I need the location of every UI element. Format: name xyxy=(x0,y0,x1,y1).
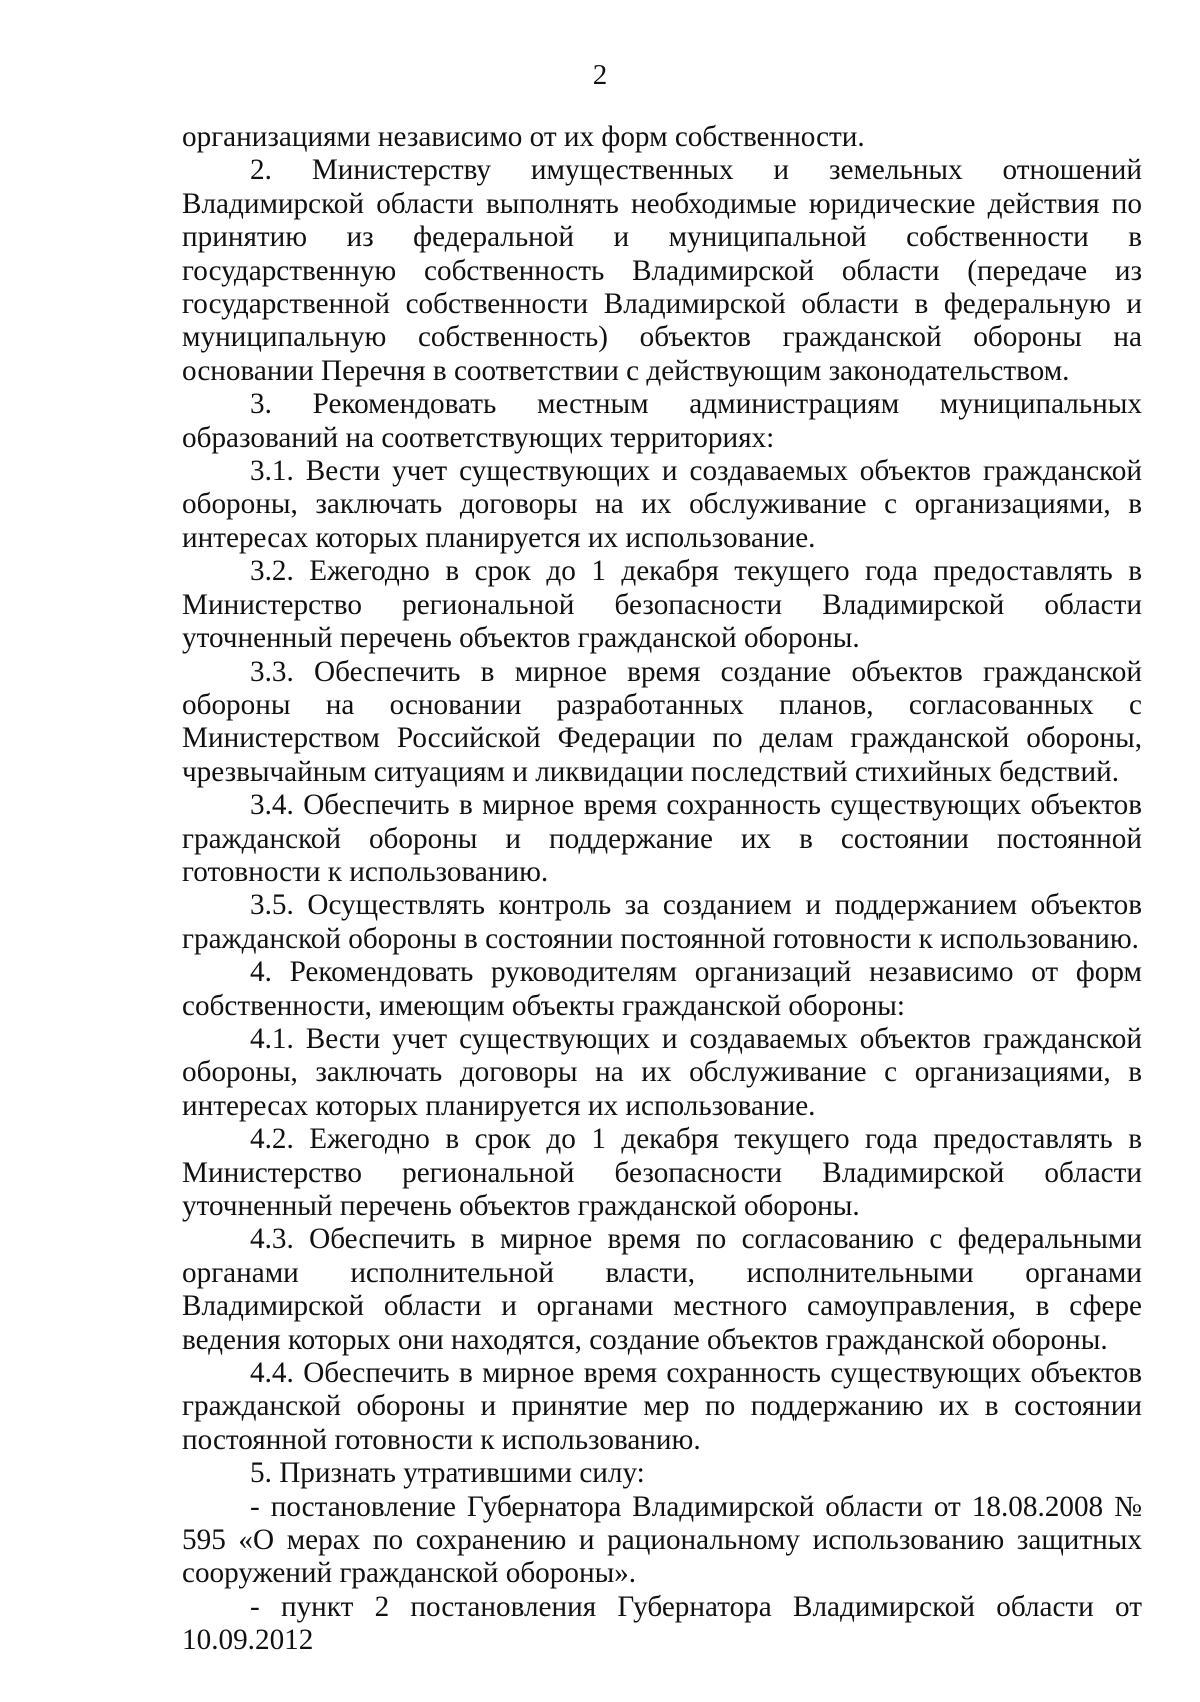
paragraph-item-5: 5. Признать утратившими силу: xyxy=(250,1457,645,1490)
paragraph-item-4-4: 4.4. Обеспечить в мирное время сохранность существующих объектов гражданской обороны и принятие мер по поддержанию их в состоянии постоянной готовности к использованию. xyxy=(182,1357,1142,1456)
page-number: 2 xyxy=(592,59,608,91)
paragraph-item-4-1: 4.1. Вести учет существующих и создаваемых объектов гражданской обороны, заключать договоры на их обслуживание с организациями, в интересах которых планируется их использование. xyxy=(182,1022,1142,1122)
paragraph-item-3-4: 3.4. Обеспечить в мирное время сохранность существующих объектов гражданской обороны и поддержание их в состоянии постоянной готовности к использованию. xyxy=(182,789,1142,888)
paragraph-item-3-5: 3.5. Осуществлять контроль за созданием и поддержанием объектов гражданской обороны в состоянии постоянной готовности к использованию. xyxy=(182,889,1142,955)
paragraph-item-3-2: 3.2. Ежегодно в срок до 1 декабря текущего года предоставлять в Министерство региональной безопасности Владимирской области уточненный перечень объектов гражданской обороны. xyxy=(182,555,1142,655)
paragraph-item-3-3: 3.3. Обеспечить в мирное время создание объектов гражданской обороны на основании разработанных планов, согласованных с Министерством Российской Федерации по делам гражданской обороны, чрезвычайным ситуациям и ликвидации последствий стихийных бедствий. xyxy=(182,655,1142,788)
paragraph-repealed-decree-2: - пункт 2 постановления Губернатора Владимирской области от 10.09.2012 xyxy=(182,1590,1142,1657)
paragraph-item-4-2: 4.2. Ежегодно в срок до 1 декабря текущего года предоставлять в Министерство региональной безопасности Владимирской области уточненный перечень объектов гражданской обороны. xyxy=(182,1123,1142,1222)
paragraph-item-2: 2. Министерству имущественных и земельных отношений Владимирской области выполнять необходимые юридические действия по принятию из федеральной и муниципальной собственности в государственную собственность Владимирской области (передаче из государственной собственности Владимирской области в федеральную и муниципальную собственность) объектов гражданской обороны на основании Перечня в соответствии с действующим законодательством. xyxy=(182,154,1142,387)
paragraph-item-3: 3. Рекомендовать местным администрациям муниципальных образований на соответствующих территориях: xyxy=(182,388,1142,454)
paragraph-item-4: 4. Рекомендовать руководителям организаций независимо от форм собственности, имеющим объекты гражданской обороны: xyxy=(182,956,1142,1022)
paragraph-repealed-decree-1: - постановление Губернатора Владимирской области от 18.08.2008 № 595 «О мерах по сохранению и рациональному использованию защитных сооружений гражданской обороны». xyxy=(182,1490,1142,1590)
document-body xyxy=(182,121,1142,1658)
paragraph-item-3-1: 3.1. Вести учет существующих и создаваемых объектов гражданской обороны, заключать договоры на их обслуживание с организациями, в интересах которых планируется их использование. xyxy=(182,455,1142,554)
paragraph-item-4-3: 4.3. Обеспечить в мирное время по согласованию с федеральными органами исполнительной власти, исполнительными органами Владимирской области и органами местного самоуправления, в сфере ведения которых они находятся, создание объектов гражданской обороны. xyxy=(182,1223,1142,1356)
paragraph-continuation: организациями независимо от их форм собственности. xyxy=(182,121,865,153)
